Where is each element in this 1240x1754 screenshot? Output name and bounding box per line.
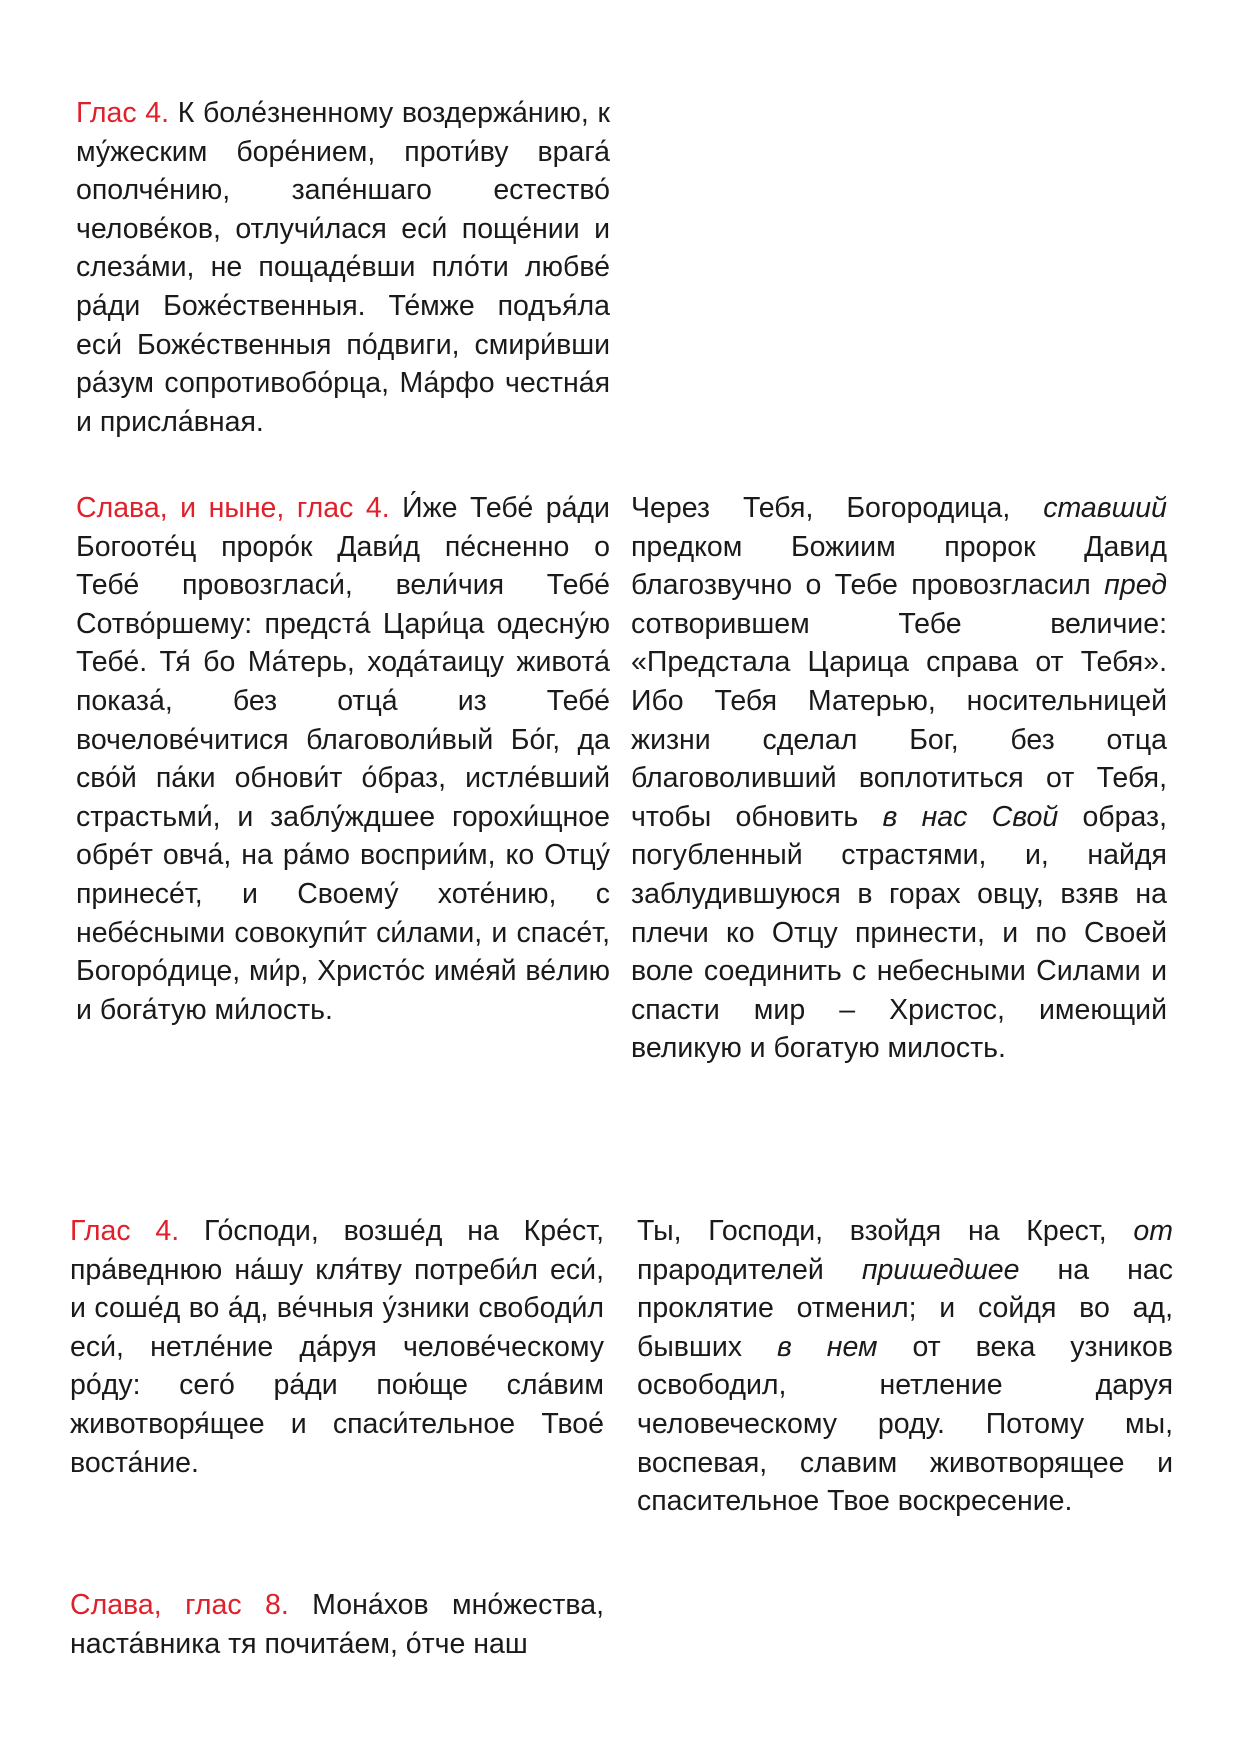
translation-italic: от [1133,1215,1173,1247]
church-slavonic-text: Мона́хов мно́жества, наста́вника тя почита́ем, о́тче наш [70,1589,604,1660]
tone-label: Глас 4. [70,1215,180,1247]
tone-label: Слава, и ныне, глас 4. [76,492,390,524]
translation-italic: в нас Свой [882,800,1059,833]
church-slavonic-text: И́же Тебе́ ра́ди Богооте́ц проро́к Дави́д пе́сненно о Тебе́ провозгласи́, вели́чия Тебе́ Сотво́ршему: предста́ Цари́ца одесну́ю Тебе́. Тя́ бо Ма́терь, хода́таицу живота́ показа́, без отца́ из Тебе́ вочелове́читися благоволи́вый Бо́г, да сво́й па́ки обнови́т о́браз, истле́вший страстьми́, и заблу́ждшее горохи́щное обре́т овча́, на ра́мо восприи́м, ко Отцу́ принесе́т, и Своему́ хоте́нию, с небе́сными совокупи́т си́лами, и спасе́т, Богоро́дице, ми́р, Христо́с име́яй ве́лию и бога́тую ми́лость. [76,492,610,1026]
church-slavonic-text: Го́споди, возше́д на Кре́ст, пра́веднюю на́шу кля́тву потреби́л еси́, и соше́д во а́д, ве́чныя у́зники свободи́л еси́, нетле́ние да́руя челове́ческому ро́ду: сего́ ра́ди пою́ще сла́вим животворя́щее и спаси́тельное Твое́ воста́ние. [70,1215,604,1479]
translation-italic: в нем [776,1330,878,1363]
translation-text-part: Ты, Господи, взойдя на Крест, [637,1215,1134,1247]
theotokion-russian-translation [631,489,1167,1068]
sticheron-tone4-martha [76,94,610,441]
sticheron-glory-tone8 [70,1586,604,1663]
theotokion-glory-and-now [76,489,610,1029]
translation-text-part: прародителей [637,1253,862,1286]
translation-text-part: на нас проклятие отменил; и сойдя во ад, бывших [637,1253,1173,1363]
translation-italic: ставший [1043,492,1167,524]
translation-text-part: Через Тебя, Богородица, [631,492,1044,524]
translation-italic: пришедшее [861,1253,1020,1286]
sticheron-aposticha-tone4 [70,1212,604,1482]
translation-text-part: от века узников освободил, нетление даруя человеческому роду. Потому мы, воспевая, славим животворящее и спасительное Твое воскресение. [637,1330,1174,1518]
tone-label: Слава, глас 8. [70,1589,289,1621]
tone-label: Глас 4. [76,97,170,129]
church-slavonic-text: К боле́зненному воздержа́нию, к му́жеским боре́нием, проти́ву врага́ ополче́нию, запе́ншаго естество́ челове́ков, отлучи́лася еси́ поще́нии и слеза́ми, не пощаде́вши пло́ти любве́ ра́ди Боже́ственныя. Те́мже подъя́ла еси́ Боже́ственныя по́двиги, смири́вши ра́зум сопротивобо́рца, Ма́рфо честна́я и присла́вная. [76,97,610,438]
translation-italic: пред [1104,569,1167,602]
translation-text-part: сотворившем Тебе величие: «Предстала Царица справа от Тебя». Ибо Тебя Матерью, носительницей жизни сделал Бог, без отца благоволивший воплотиться от Тебя, чтобы обновить [631,607,1167,833]
translation-text-part: предком Божиим пророк Давид благозвучно о Тебе провозгласил [631,530,1167,602]
aposticha-russian-translation [637,1212,1173,1521]
translation-text-part: образ, погубленный страстями, и, найдя заблудившуюся в горах овцу, взяв на плечи ко Отцу принести, и по Своей воле соединить с небесными Силами и спасти мир – Христос, имеющий великую и богатую милость. [631,800,1167,1065]
